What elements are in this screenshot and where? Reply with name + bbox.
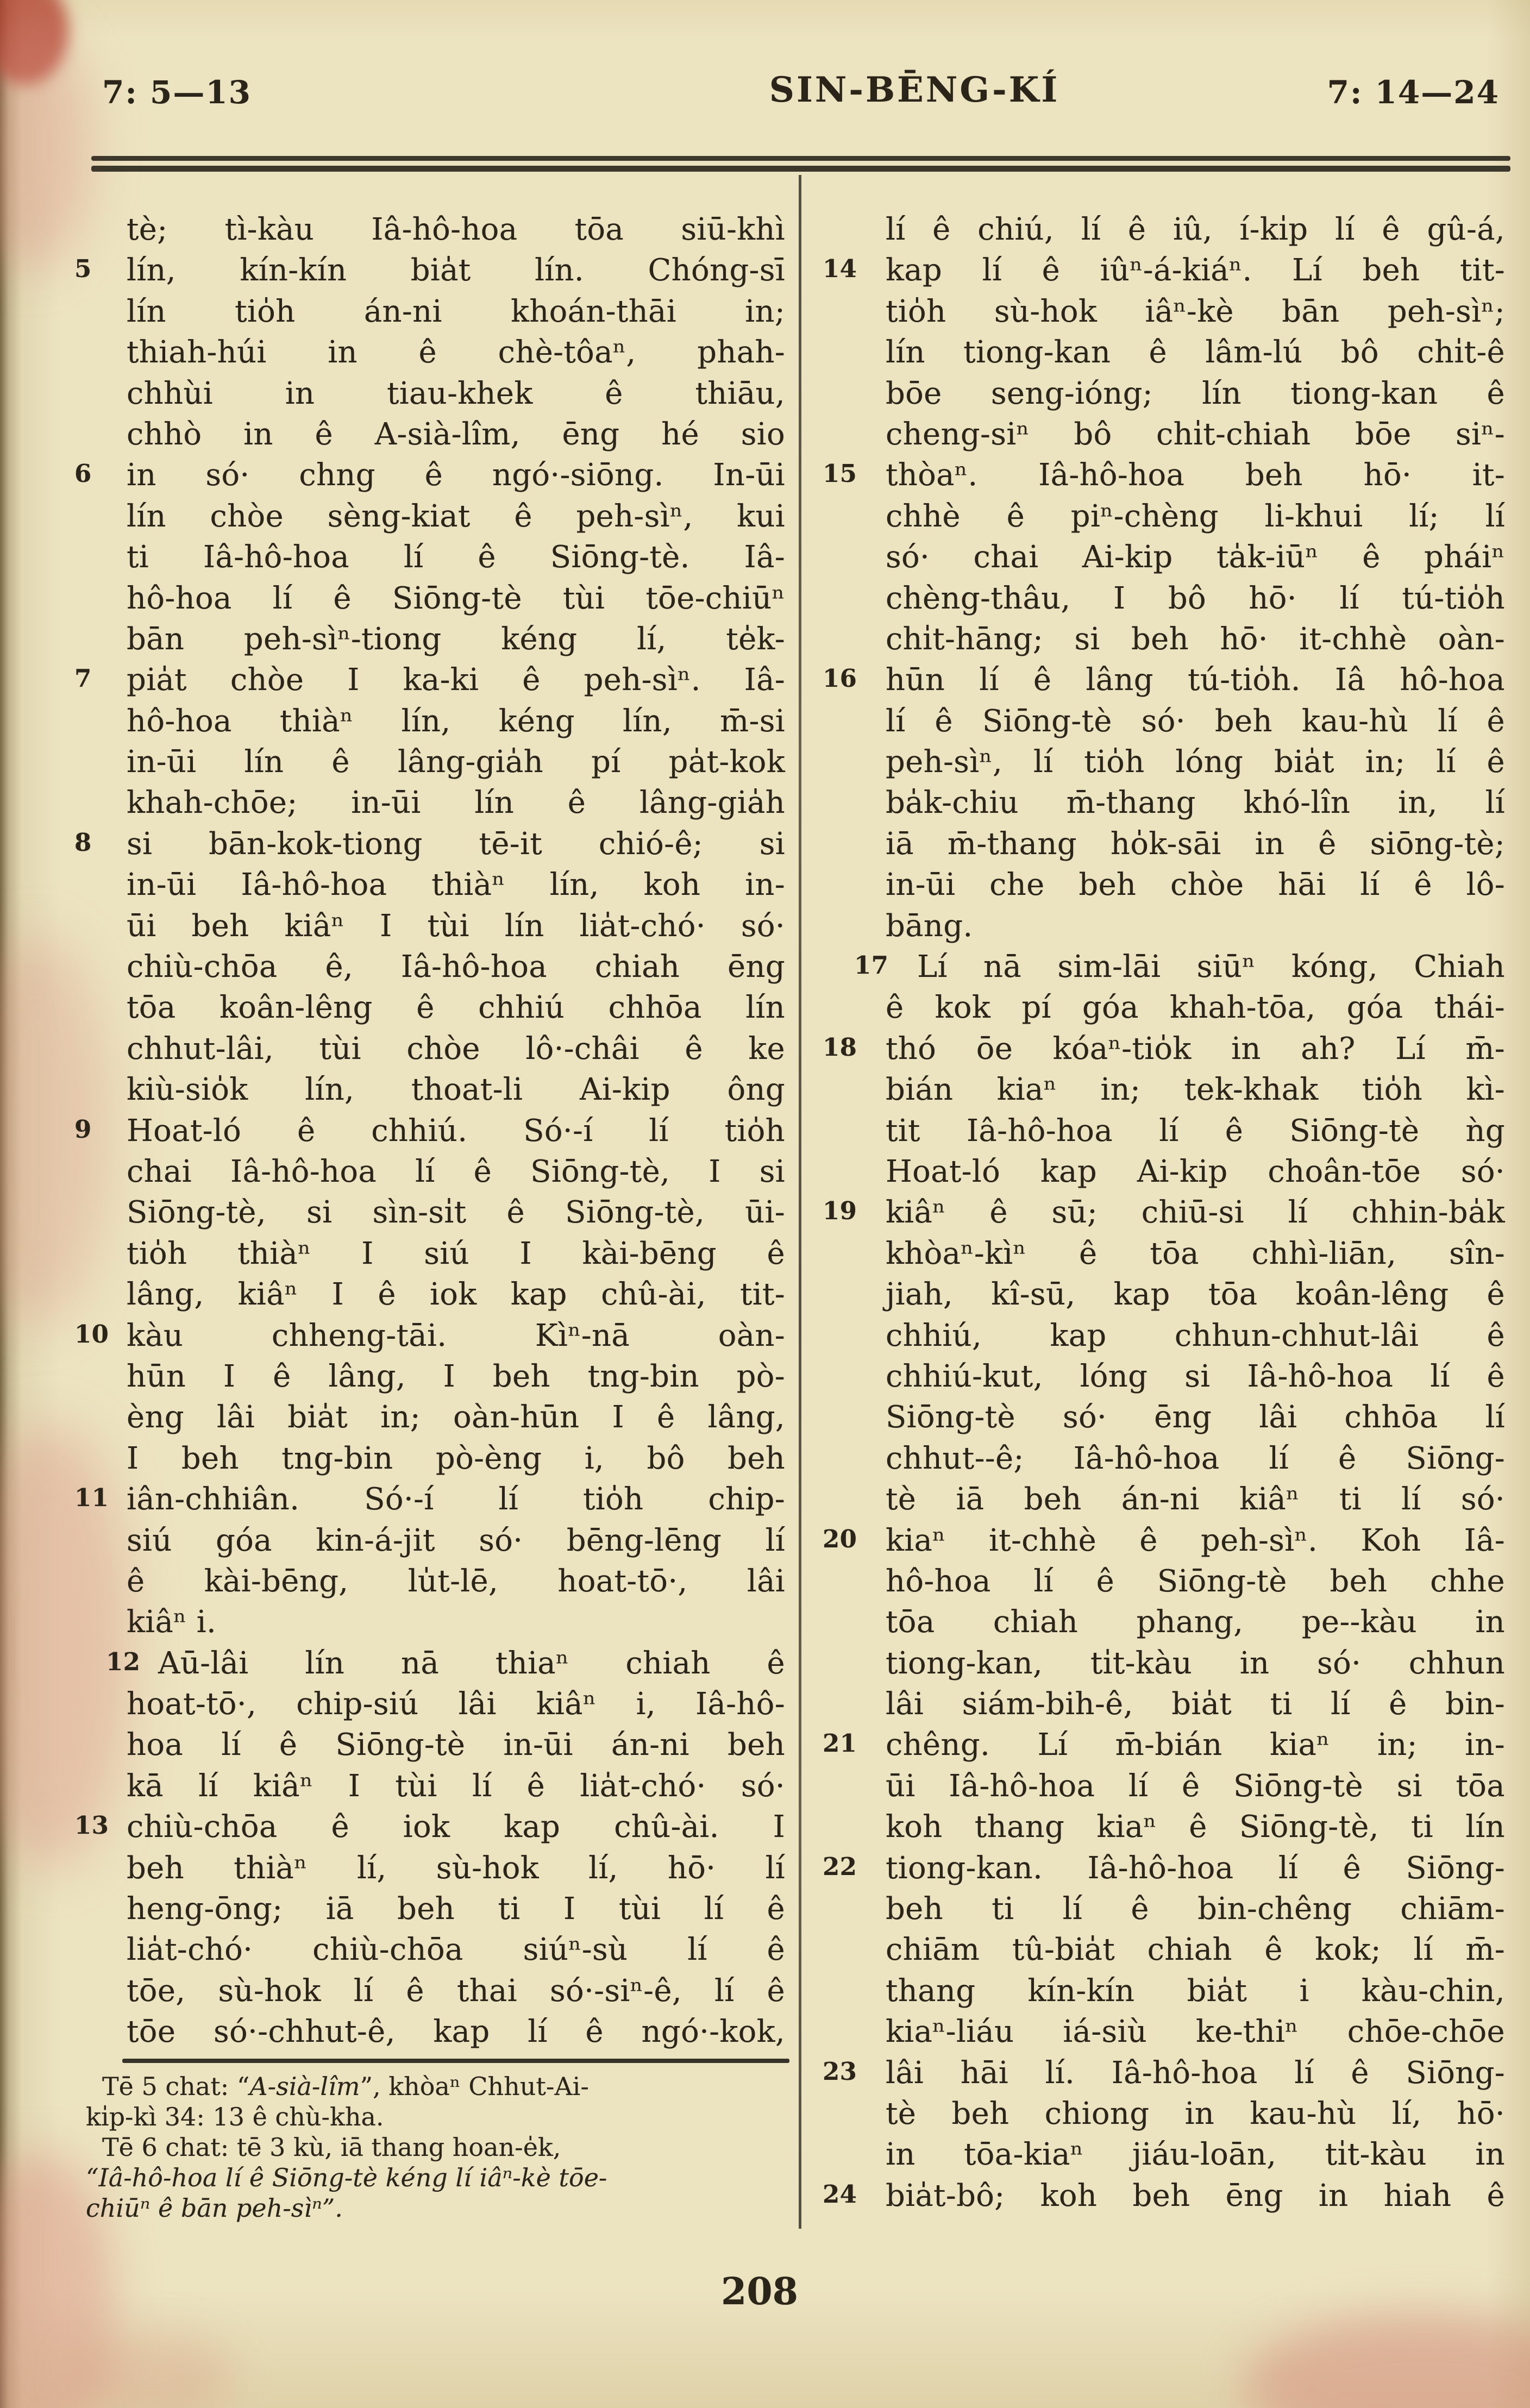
verse-text: chhiú, kap chhun-chhut-lâi ê	[886, 1318, 1505, 1353]
verse-text: lâi hāi lí. Iâ-hô-hoa lí ê Siōng-	[886, 2055, 1505, 2091]
verse-line	[823, 1192, 1505, 1233]
verse-number: 19	[823, 1196, 857, 1226]
verse-number: 10	[74, 1319, 109, 1349]
verse-text: chèng-thâu, I bô hō· lí tú-tio̍h	[886, 580, 1505, 616]
verse-line	[854, 946, 1505, 987]
verse-line	[886, 701, 1505, 742]
header-rule-top	[91, 156, 1510, 161]
verse-text: in-ūi che beh chòe hāi lí ê lô-	[886, 867, 1505, 903]
verse-number: 23	[823, 2056, 857, 2086]
verse-line	[127, 1725, 785, 1765]
verse-text: hô-hoa lí ê Siōng-tè beh chhe	[886, 1563, 1505, 1599]
verse-number: 14	[823, 254, 857, 284]
verse-text: tiong-kan. Iâ-hô-hoa lí ê Siōng-	[886, 1850, 1505, 1886]
verse-line	[886, 1356, 1505, 1397]
verse-text: chiù-chōa ê, Iâ-hô-hoa chiah ēng	[127, 949, 785, 985]
verse-line	[127, 291, 785, 332]
footnote-text: ”, khòaⁿ Chhut-Ai-	[360, 2072, 589, 2101]
footnotes-block	[86, 2071, 798, 2223]
verse-number: 7	[74, 664, 92, 693]
verse-line	[886, 2093, 1505, 2134]
verse-line	[886, 1233, 1505, 1274]
verse-number: 8	[74, 827, 92, 857]
verse-number: 20	[823, 1524, 857, 1553]
verse-line	[886, 2134, 1505, 2175]
verse-line	[127, 332, 785, 373]
verse-number: 24	[823, 2179, 857, 2209]
verse-line	[127, 1766, 785, 1807]
verse-line	[886, 414, 1505, 455]
verse-line	[886, 782, 1505, 823]
verse-text: tè iā beh án-ni kiâⁿ ti lí só·	[886, 1482, 1505, 1517]
book-title: SIN-BĒNG-KÍ	[769, 70, 1060, 110]
verse-line	[127, 537, 785, 578]
verse-line	[886, 824, 1505, 864]
verse-line	[127, 1151, 785, 1192]
footnote-line: ki̍p-kì 34: 13 ê chù-kha.	[86, 2102, 384, 2131]
verse-line	[823, 2175, 1505, 2216]
verse-line	[74, 1479, 785, 1520]
verse-line	[886, 537, 1505, 578]
verse-number: 12	[106, 1647, 141, 1676]
verse-text: kiaⁿ it-chhè ê peh-sìⁿ. Koh Iâ-	[886, 1522, 1505, 1558]
verse-text: bōe seng-ióng; lín tiong-kan ê	[886, 375, 1505, 411]
verse-line	[886, 1561, 1505, 1602]
verse-line	[74, 660, 785, 700]
verse-line	[886, 209, 1505, 250]
verse-text: lâi siám-bih-ê, bia̍t ti lí ê bin-	[886, 1686, 1505, 1722]
verse-text: chêng. Lí m̄-bián kiaⁿ in; in-	[886, 1727, 1505, 1763]
verse-text: ti Iâ-hô-hoa lí ê Siōng-tè. Iâ-	[127, 540, 785, 575]
verse-line	[886, 291, 1505, 332]
verse-text: chhò in ê A-sià-lîm, ēng hé sio	[127, 416, 785, 452]
verse-text: in tōa-kiaⁿ jiáu-loān, ti̍t-kàu in	[886, 2137, 1505, 2173]
footnote-line	[86, 2071, 798, 2102]
verse-line	[127, 742, 785, 782]
header-rule-bottom	[91, 166, 1510, 172]
verse-line	[74, 824, 785, 864]
verse-line	[823, 2053, 1505, 2093]
footnote-line: Tē 6 chat: tē 3 kù, iā thang hoan-e̍k,	[102, 2133, 561, 2162]
verse-line	[823, 250, 1505, 291]
verse-text: iā m̄-thang ho̍k-sāi in ê siōng-tè;	[886, 826, 1505, 862]
verse-text: kiù-sio̍k lín, thoat-li Ai-kip ông	[127, 1072, 785, 1108]
verse-line	[127, 1520, 785, 1561]
verse-line	[127, 1684, 785, 1725]
verse-text: ba̍k-chiu m̄-thang khó-lîn in, lí	[886, 785, 1505, 821]
verse-line	[823, 1725, 1505, 1765]
verse-number: 5	[74, 254, 92, 284]
verse-line	[886, 1315, 1505, 1356]
verse-text: koh thang kiaⁿ ê Siōng-tè, ti lín	[886, 1809, 1505, 1845]
verse-line	[823, 455, 1505, 496]
verse-line	[74, 1315, 785, 1356]
verse-text: iân-chhiân. Só·-í lí tio̍h chip-	[127, 1482, 785, 1517]
verse-line	[886, 1929, 1505, 1970]
verse-text: só· chai Ai-kip ta̍k-iūⁿ ê pháiⁿ	[886, 540, 1505, 575]
verse-line	[886, 864, 1505, 905]
verse-line	[823, 660, 1505, 700]
verse-number: 22	[823, 1852, 857, 1881]
footnote-italic-term: A-sià-lîm	[249, 2072, 360, 2101]
verse-text: ê kok pí góa khah-tōa, góa thái-	[886, 990, 1505, 1026]
verse-text: in-ūi lín ê lâng-gia̍h pí pa̍t-kok	[127, 744, 785, 780]
verse-line	[886, 373, 1505, 414]
verse-text: chhut-lâi, tùi chòe lô·-châi ê ke	[127, 1031, 785, 1067]
verse-line	[127, 619, 785, 660]
verse-line	[127, 373, 785, 414]
verse-line	[127, 782, 785, 823]
verse-text: chi̍t-hāng; si beh hō· it-chhè oàn-	[886, 621, 1505, 657]
verse-line	[127, 1069, 785, 1110]
verse-line	[886, 1971, 1505, 2011]
verse-text: kiâⁿ i.	[127, 1604, 217, 1640]
verse-range-left: 7: 5—13	[102, 74, 252, 111]
verse-line	[127, 1929, 785, 1970]
verse-line	[886, 1766, 1505, 1807]
verse-text: peh-sìⁿ, lí tio̍h lóng bia̍t in; lí ê	[886, 744, 1505, 780]
left-text-column	[74, 209, 785, 2053]
verse-line	[823, 1520, 1505, 1561]
verse-line	[127, 578, 785, 619]
verse-line	[127, 1848, 785, 1889]
verse-line	[886, 332, 1505, 373]
verse-line	[886, 1111, 1505, 1151]
verse-text: jiah, kî-sū, kap tōa koân-lêng ê	[886, 1277, 1505, 1313]
verse-line	[127, 864, 785, 905]
verse-text: bia̍t-bô; koh beh ēng in hiah ê	[886, 2178, 1505, 2213]
verse-line	[127, 1274, 785, 1315]
verse-text: kiâⁿ ê sū; chiū-si lí chhin-ba̍k	[886, 1195, 1505, 1231]
verse-line	[886, 1479, 1505, 1520]
footnote-rule	[122, 2059, 789, 2063]
verse-line	[886, 987, 1505, 1028]
verse-text: chiām tû-bia̍t chiah ê kok; lí m̄-	[886, 1932, 1505, 1968]
verse-line	[823, 1848, 1505, 1889]
footnote-line: “Iâ-hô-hoa lí ê Siōng-tè kéng lí iâⁿ-kè tōe-	[86, 2163, 607, 2192]
verse-line	[127, 1602, 785, 1642]
verse-text: I beh tng-bin pò-èng i, bô beh	[127, 1440, 785, 1476]
verse-text: bāng.	[886, 908, 973, 944]
verse-line	[74, 455, 785, 496]
verse-text: Hoat-ló kap Ai-kip choân-tōe só·	[886, 1153, 1505, 1189]
verse-line	[127, 1192, 785, 1233]
verse-text: kap lí ê iûⁿ-á-kiáⁿ. Lí beh tit-	[886, 253, 1505, 289]
verse-text: bān peh-sìⁿ-tiong kéng lí, te̍k-	[127, 621, 785, 657]
verse-text: kā lí kiâⁿ I tùi lí ê lia̍t-chó· só·	[127, 1768, 785, 1804]
verse-text: chiù-chōa ê iok kap chû-ài. I	[127, 1809, 785, 1845]
verse-text: tè beh chiong in kau-hù lí, hō·	[886, 2096, 1505, 2131]
verse-line	[886, 742, 1505, 782]
verse-text: kàu chheng-tāi. Kìⁿ-nā oàn-	[127, 1318, 785, 1353]
verse-line	[886, 1438, 1505, 1479]
verse-line	[127, 1971, 785, 2011]
verse-number: 11	[74, 1483, 109, 1513]
verse-line	[127, 1029, 785, 1069]
pink-corner-stain-bottom-right	[1244, 2315, 1530, 2408]
verse-text: lâng, kiâⁿ I ê iok kap chû-ài, tit-	[127, 1277, 785, 1313]
pink-edge-stain-top	[0, 22, 92, 272]
red-corner-stain	[0, 0, 68, 85]
verse-line	[127, 906, 785, 946]
column-divider-rule	[799, 175, 801, 2229]
verse-line	[127, 701, 785, 742]
verse-text: tōe só·-chhut-ê, kap lí ê ngó·-kok,	[127, 2014, 785, 2050]
verse-number: 16	[823, 664, 857, 693]
verse-text: thiah-húi in ê chè-tôaⁿ, phah-	[127, 335, 785, 371]
verse-text: ūi Iâ-hô-hoa lí ê Siōng-tè si tōa	[886, 1768, 1505, 1804]
verse-line	[74, 1807, 785, 1847]
verse-number: 21	[823, 1729, 857, 1758]
footnote-line: chiūⁿ ê bān peh-sìⁿ”.	[86, 2193, 343, 2223]
verse-text: hoat-tō·, chip-siú lâi kiâⁿ i, Iâ-hô-	[127, 1686, 785, 1722]
verse-text: kiaⁿ-liáu iá-siù ke-thiⁿ chōe-chōe	[886, 2014, 1505, 2050]
verse-text: bián kiaⁿ in; tek-khak tio̍h kì-	[886, 1072, 1505, 1108]
verse-text: lín tio̍h án-ni khoán-thāi in;	[127, 293, 785, 329]
verse-number: 13	[74, 1811, 109, 1840]
verse-text: tio̍h sù-hok iâⁿ-kè bān peh-sìⁿ;	[886, 293, 1505, 329]
verse-text: Aū-lâi lín nā thiaⁿ chiah ê	[158, 1645, 785, 1681]
verse-range-right: 7: 14—24	[1327, 74, 1500, 111]
pink-smudge-bottom-left	[71, 2331, 234, 2408]
verse-text: èng lâi bia̍t in; oàn-hūn I ê lâng,	[127, 1400, 785, 1435]
verse-text: Siōng-tè só· ēng lâi chhōa lí	[886, 1400, 1505, 1435]
verse-number: 9	[74, 1114, 92, 1144]
verse-text: tōa koân-lêng ê chhiú chhōa lín	[127, 990, 785, 1026]
verse-line	[127, 1233, 785, 1274]
footnote-text: Tē 5 chat: “	[102, 2072, 250, 2101]
verse-text: hô-hoa lí ê Siōng-tè tùi tōe-chiūⁿ	[127, 580, 785, 616]
verse-text: cheng-siⁿ bô chi̍t-chiah bōe siⁿ-	[886, 416, 1505, 452]
verse-text: Siōng-tè, si sìn-si̍t ê Siōng-tè, ūi-	[127, 1195, 785, 1231]
verse-text: hūn lí ê lâng tú-tio̍h. Iâ hô-hoa	[886, 662, 1505, 698]
verse-text: lín tiong-kan ê lâm-lú bô chi̍t-ê	[886, 335, 1505, 371]
verse-line	[127, 2011, 785, 2052]
verse-text: tit Iâ-hô-hoa lí ê Siōng-tè ǹg	[886, 1113, 1505, 1149]
verse-line	[127, 414, 785, 455]
verse-line	[127, 1889, 785, 1929]
verse-text: tio̍h thiàⁿ I siú I kài-bēng ê	[127, 1236, 785, 1271]
verse-text: tōa chiah phang, pe--kàu in	[886, 1604, 1505, 1640]
verse-text: Lí nā sim-lāi siūⁿ kóng, Chiah	[917, 949, 1505, 985]
verse-line	[127, 209, 785, 250]
verse-line	[127, 987, 785, 1028]
verse-text: siú góa kin-á-jit só· bēng-lēng lí	[127, 1522, 785, 1558]
page-number: 208	[721, 2270, 798, 2313]
verse-line	[886, 2011, 1505, 2052]
verse-line	[886, 1643, 1505, 1684]
verse-line	[886, 1807, 1505, 1847]
right-text-column	[823, 209, 1505, 2216]
verse-line	[74, 1111, 785, 1151]
verse-line	[886, 496, 1505, 537]
verse-text: pia̍t chòe I ka-ki ê peh-sìⁿ. Iâ-	[127, 662, 785, 698]
verse-text: hoa lí ê Siōng-tè in-ūi án-ni beh	[127, 1727, 785, 1763]
verse-line	[886, 619, 1505, 660]
verse-text: heng-ōng; iā beh ti I tùi lí ê	[127, 1891, 785, 1927]
verse-text: chhut--ê; Iâ-hô-hoa lí ê Siōng-	[886, 1440, 1505, 1476]
verse-text: chhè ê piⁿ-chèng li-khui lí; lí	[886, 498, 1505, 534]
verse-text: hūn I ê lâng, I beh tng-bin pò-	[127, 1358, 785, 1394]
verse-line	[127, 1397, 785, 1438]
verse-text: ūi beh kiâⁿ I tùi lín lia̍t-chó· só·	[127, 908, 785, 944]
verse-number: 15	[823, 459, 857, 488]
verse-text: lia̍t-chó· chiù-chōa siúⁿ-sù lí ê	[127, 1932, 785, 1968]
verse-line	[886, 1151, 1505, 1192]
verse-text: chhiú-kut, lóng si Iâ-hô-hoa lí ê	[886, 1358, 1505, 1394]
verse-line	[127, 1438, 785, 1479]
verse-text: lí ê Siōng-tè só· beh kau-hù lí ê	[886, 703, 1505, 739]
verse-text: ê kài-bēng, lu̍t-lē, hoat-tō·, lâi	[127, 1563, 785, 1599]
verse-text: khah-chōe; in-ūi lín ê lâng-gia̍h	[127, 785, 785, 821]
verse-line	[127, 1561, 785, 1602]
verse-text: tiong-kan, ti̍t-kàu in só· chhun	[886, 1645, 1505, 1681]
verse-line	[106, 1643, 785, 1684]
verse-text: thòaⁿ. Iâ-hô-hoa beh hō· it-	[886, 457, 1505, 493]
verse-text: lín chòe sèng-kiat ê peh-sìⁿ, kui	[127, 498, 785, 534]
verse-line	[886, 1889, 1505, 1929]
verse-text: hô-hoa thiàⁿ lín, kéng lín, m̄-si	[127, 703, 785, 739]
verse-text: tè; tì-kàu Iâ-hô-hoa tōa siū-khì	[127, 212, 785, 247]
verse-text: in-ūi Iâ-hô-hoa thiàⁿ lín, koh in-	[127, 867, 785, 903]
verse-text: beh ti lí ê bin-chêng chiām-	[886, 1891, 1505, 1927]
verse-text: chai Iâ-hô-hoa lí ê Siōng-tè, I si	[127, 1153, 785, 1189]
verse-text: lí ê chiú, lí ê iû, í-ki̍p lí ê gû-á,	[886, 212, 1505, 247]
verse-line	[886, 1684, 1505, 1725]
verse-number: 6	[74, 459, 92, 488]
verse-text: thó ōe kóaⁿ-tio̍k in ah? Lí m̄-	[886, 1031, 1505, 1067]
verse-line	[127, 496, 785, 537]
verse-text: Hoat-ló ê chhiú. Só·-í lí tio̍h	[127, 1113, 785, 1149]
verse-line	[127, 946, 785, 987]
verse-text: in só· chng ê ngó·-siōng. In-ūi	[127, 457, 785, 493]
verse-line	[823, 1029, 1505, 1069]
verse-line	[74, 250, 785, 291]
verse-line	[886, 1602, 1505, 1642]
verse-number: 18	[823, 1032, 857, 1062]
verse-number: 17	[854, 951, 889, 980]
verse-line	[886, 1397, 1505, 1438]
verse-line	[886, 1274, 1505, 1315]
verse-text: beh thiàⁿ lí, sù-hok lí, hō· lí	[127, 1850, 785, 1886]
verse-text: chhùi in tiau-khek ê thiāu,	[127, 375, 785, 411]
verse-text: si bān-kok-tiong tē-it chió-ê; si	[127, 826, 785, 862]
verse-line	[886, 906, 1505, 946]
verse-line	[886, 578, 1505, 619]
verse-text: tōe, sù-hok lí ê thai só·-siⁿ-ê, lí ê	[127, 1973, 785, 2009]
verse-text: thang kín-kín bia̍t i kàu-chin,	[886, 1973, 1505, 2009]
running-header	[102, 70, 1500, 116]
verse-line	[127, 1356, 785, 1397]
verse-text: khòaⁿ-kìⁿ ê tōa chhì-liān, sîn-	[886, 1236, 1505, 1271]
verse-text: lín, kín-kín bia̍t lín. Chóng-sī	[127, 253, 785, 289]
verse-line	[886, 1069, 1505, 1110]
